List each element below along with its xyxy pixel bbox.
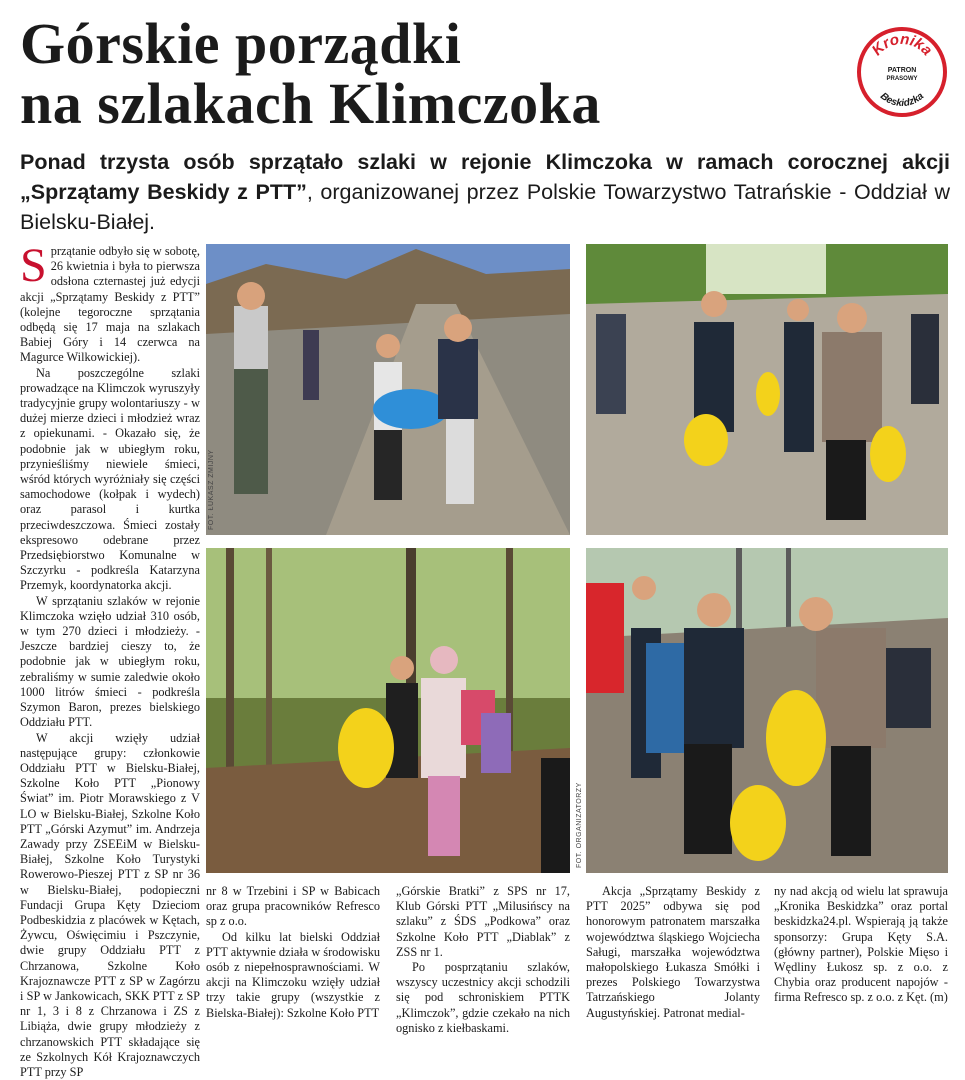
- photo-group-collecting: [586, 244, 948, 535]
- paragraph: Akcja „Sprzątamy Beskidy z PTT 2025” odbywa się pod honorowym patronatem marszałka województwa śląskiego Wojciecha Saługi, marszałka województwa małopolskiego Łukasza Smółki i prezes Polskiego Towarzystwa Tatrzańskiego Jolanty Augustyńskiej. Patronat medial-: [586, 884, 760, 1021]
- kronika-beskidzka-logo: [857, 27, 947, 117]
- paragraph: Na poszczególne szlaki prowadzące na Klimczok wyruszyły tradycyjnie grupy wolontariuszy - w dużej mierze dzieci i młodzież wraz z opiekunami. - Okazało się, że podobnie jak w ubiegłym roku, przynieśliśmy niewiele śmieci, wśród których wyróżniały się części samochodowe (kołpak i wydech) oraz parasol i kurtka przeciwdeszczowa. Śmieci zostały ekspresowo odebrane przez Przedsiębiorstwo Komunalne w Szczyrku - podkreśla Katarzyna Przemyk, koordynatorka akcji.: [20, 366, 200, 594]
- paragraph: Po posprzątaniu szlaków, wszyscy uczestnicy akcji schodzili się pod schroniskiem PTTK „Klimczok”, gdzie czekało na nich ognisko z kiełbaskami.: [396, 960, 570, 1036]
- article-headline: [20, 14, 840, 134]
- text-column-4: [586, 884, 760, 1014]
- logo-bottom-text: Beskidzka: [878, 91, 926, 110]
- logo-top-text: Kronika: [869, 31, 936, 59]
- article-lead: [20, 147, 950, 237]
- paragraph: nr 8 w Trzebini i SP w Babicach oraz grupa pracowników Refresco sp z o.o.: [206, 884, 380, 930]
- photo-credit-1: FOT. ŁUKASZ ZMIJNY: [208, 449, 215, 530]
- photo-boys-rocky-path: [586, 548, 948, 873]
- paragraph: Od kilku lat bielski Oddział PTT aktywnie działa w środowisku osób z niepełnosprawnościami. W akcji na Klimczoku wzięły udział trzy takie grupy (wszystkie z Bielska-Białej): Szkolne Koło PTT: [206, 930, 380, 1021]
- paragraph: W akcji wzięły udział następujące grupy: członkowie Oddziału PTT w Bielsku-Białej, Szkolne Koło PTT „Pionowy Świat” im. Piotr Morawskiego z V LO w Bielsku-Białej, Szkolne Koło PTT „Górski Azymut” im. Andrzeja Zawady przy ZSEEiM w Bielsku-Białej, Szkolne Koło Turystyki Rowerowo-Pieszej PTT z SP nr 36 w Bielsku-Białej, podopieczni Fundacji Grupa Kęty Dzieciom Podbeskidzia z placówek w Kętach, Żywcu, Oświęcimiu i Pszczynie, dwie grupy Oddziału PTT z Chrzanowa, Szkolne Koło Krajoznawcze PTT z SP w Zagórzu i SP w Jankowicach, SKK PTT z SP nr 1, 3 i 8 z Chrzanowa i ZS z Libiąża, dwie grupy młodzieży z chrzanowskich PTT składające się ze Szkolnych Kół Krajoznawczych PTT przy SP: [20, 731, 200, 1080]
- svg-text:Beskidzka: [878, 91, 926, 110]
- paragraph: Sprzątanie odbyło się w sobotę, 26 kwietnia i była to pierwsza odsłona czternastej już edycji akcji „Sprzątamy Beskidy z PTT” (kolejne tegoroczne sprzątania odbędą się 17 maja na szlakach Babiej Góry i 14 czerwca na Magurce Wilkowickiej).: [20, 244, 200, 366]
- logo-prasowy-text: PRASOWY: [886, 76, 917, 82]
- logo-emblem: [861, 31, 943, 113]
- lead-bold: Ponad trzysta osób sprzątało szlaki w rejonie Klimczoka w ramach corocznej akcji „Sprzątamy Beskidy z PTT”: [20, 150, 950, 204]
- text-column-3: [396, 884, 570, 1014]
- lead-rest: , organizowanej przez Polskie Towarzystwo Tatrańskie - Oddział w Bielsku-Białej.: [20, 180, 950, 234]
- drop-cap: S: [20, 246, 47, 286]
- paragraph: „Górskie Bratki” z SPS nr 17, Klub Górski PTT „Milusińscy na szlaku” z ŚDS „Podkowa” oraz Szkolne Koło PTT „Diablak” z ZSS nr 1.: [396, 884, 570, 960]
- text-column-1: [20, 244, 200, 1010]
- paragraph: ny nad akcją od wielu lat sprawuja „Kronika Beskidzka” oraz portal beskidzka24.pl. Wspierają ją także sponsorzy: Grupa Kęty S.A. (główny partner), Polskie Mięso i Wędliny Łukosz sp. z o.o. z Chybia oraz producent napojów - firma Refresco sp. z o.o. z Kęt. (m): [774, 884, 948, 1006]
- paragraph: W sprzątaniu szlaków w rejonie Klimczoka wzięło udział 310 osób, w tym 270 dzieci i młodzieży. - Jeszcze bardziej cieszy to, że podobnie jak w ubiegłym roku, zebraliśmy w sumie zaledwie około 1000 litrów śmieci - podkreśla Szymon Baron, prezes bielskiego Oddziału PTT.: [20, 594, 200, 731]
- photo-trail-boys: [206, 244, 570, 535]
- logo-patron-text: PATRON: [888, 67, 917, 74]
- text-column-5: [774, 884, 948, 1014]
- photo-credit-2: FOT. ORGANIZATORZY: [576, 782, 583, 868]
- headline-line-2: na szlakach Klimczoka: [20, 71, 601, 136]
- svg-text:Kronika: [869, 31, 936, 59]
- headline-line-1: Górskie porządki: [20, 11, 461, 76]
- photo-girls-forest: [206, 548, 570, 873]
- text-column-2: [206, 884, 380, 1014]
